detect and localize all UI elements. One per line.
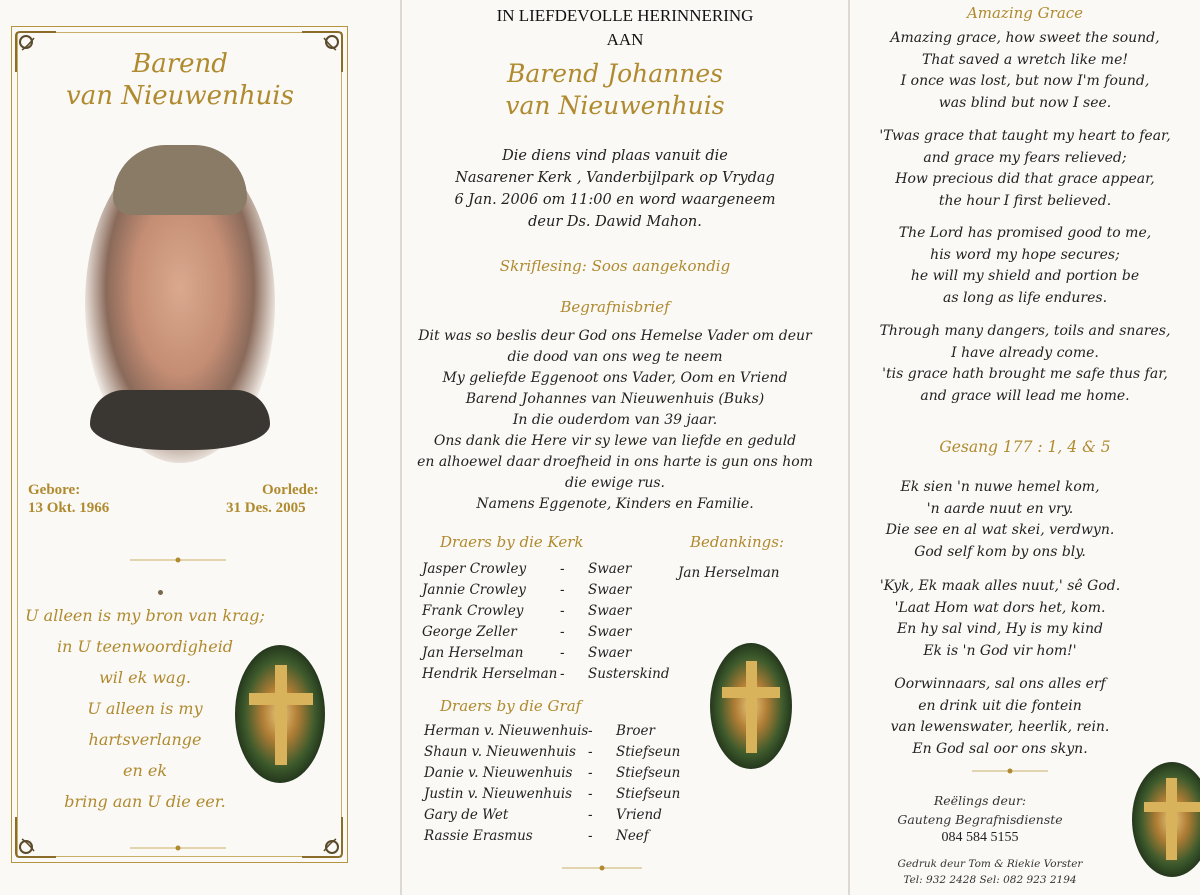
hymn-stanza-1 bbox=[850, 28, 1200, 114]
died-date: 31 Des. 2005 bbox=[226, 500, 306, 516]
name-line-1: Barend bbox=[132, 49, 228, 79]
bearer-dash: - bbox=[588, 828, 593, 844]
hymn-line: I have already come. bbox=[951, 344, 1099, 361]
verse-line: in U teenwoordigheid bbox=[56, 637, 234, 656]
letter-line: Dit was so beslis deur God ons Hemelse Vader om deur bbox=[418, 328, 812, 344]
gesang-line: van lewenswater, heerlik, rein. bbox=[890, 719, 1110, 735]
service-line: Nasarener Kerk , Vanderbijlpark op Vrydag bbox=[455, 170, 775, 186]
heading-to: AAN bbox=[606, 30, 644, 49]
bearer-relation: Swaer bbox=[588, 645, 632, 661]
gesang-line: en drink uit die fontein bbox=[918, 697, 1082, 714]
full-name-line-2: van Nieuwenhuis bbox=[505, 91, 725, 120]
bearer-dash: - bbox=[560, 582, 565, 598]
gesang-line: 'n aarde nuut en vry. bbox=[926, 500, 1074, 517]
name-line-2: van Nieuwenhuis bbox=[66, 81, 294, 111]
gesang-title: Gesang 177 : 1, 4 & 5 bbox=[939, 438, 1111, 456]
hymn-line: The Lord has promised good to me, bbox=[898, 225, 1152, 241]
hymn-line: he will my shield and portion be bbox=[910, 268, 1140, 284]
bearer-name: Hendrik Herselman bbox=[422, 666, 558, 682]
ornament-divider-icon bbox=[562, 864, 642, 872]
bearer-dash: - bbox=[588, 786, 593, 802]
ornament-divider-icon bbox=[130, 556, 226, 564]
ornament-corner-icon bbox=[14, 30, 58, 74]
printed-by: Gedruk deur Tom & Riekie Vorster bbox=[897, 858, 1083, 870]
hymn-stanza-3 bbox=[850, 223, 1200, 309]
church-bearers-title: Draers by die Kerk bbox=[440, 533, 584, 551]
died-label: Oorlede: bbox=[262, 482, 319, 498]
bearer-dash: - bbox=[588, 765, 593, 781]
bearer-name: Danie v. Nieuwenhuis bbox=[424, 765, 573, 781]
gesang-stanza-2 bbox=[850, 576, 1150, 662]
hymn-line: 'tis grace hath brought me safe thus far, bbox=[882, 366, 1168, 382]
portrait-photo bbox=[85, 145, 275, 463]
bearer-name: Gary de Wet bbox=[424, 807, 509, 823]
bearer-relation: Stiefseun bbox=[616, 786, 681, 802]
bearer-relation: Swaer bbox=[588, 624, 632, 640]
bearer-name: Jan Herselman bbox=[422, 645, 524, 661]
letter-line: My geliefde Eggenoot ons Vader, Oom en Vriend bbox=[442, 370, 788, 386]
hymn-line: and grace my fears relieved; bbox=[923, 149, 1127, 166]
hymn-line: Through many dangers, toils and snares, bbox=[879, 323, 1171, 339]
bearer-dash: - bbox=[588, 807, 593, 823]
verse-line: wil ek wag. bbox=[99, 668, 191, 687]
bearer-name: Jasper Crowley bbox=[422, 561, 527, 577]
thanks-name: Jan Herselman bbox=[678, 565, 780, 581]
verse-line: bring aan U die eer. bbox=[64, 792, 226, 811]
hymn-line: I once was lost, but now I'm found, bbox=[900, 73, 1150, 89]
funeral-letter bbox=[402, 326, 828, 515]
hymn-line: was blind but now I see. bbox=[938, 94, 1112, 111]
letter-line: In die ouderdom van 39 jaar. bbox=[512, 412, 718, 428]
cross-image-icon bbox=[1132, 762, 1200, 877]
gesang-line: Die see en al wat skei, verdwyn. bbox=[885, 522, 1115, 538]
bearer-dash: - bbox=[560, 666, 565, 682]
hymn-line: That saved a wretch like me! bbox=[922, 51, 1128, 68]
bearer-dash: - bbox=[560, 561, 565, 577]
ornament-corner-icon bbox=[300, 30, 344, 74]
verse-line: U alleen is my bron van krag; bbox=[25, 606, 265, 625]
ornament-divider-icon bbox=[972, 767, 1048, 775]
hymn-line: and grace will lead me home. bbox=[920, 387, 1130, 404]
letter-title: Begrafnisbrief bbox=[560, 298, 670, 316]
dot-ornament-icon bbox=[158, 590, 163, 595]
letter-line: Namens Eggenote, Kinders en Familie. bbox=[476, 496, 754, 512]
hymn-line: How precious did that grace appear, bbox=[895, 171, 1155, 187]
bearer-name: Shaun v. Nieuwenhuis bbox=[424, 744, 576, 760]
hymn-stanza-4 bbox=[850, 321, 1200, 407]
service-line: deur Ds. Dawid Mahon. bbox=[528, 214, 702, 230]
letter-line: en alhoewel daar droefheid in ons harte is gun ons hom bbox=[417, 454, 813, 470]
gesang-line: 'Laat Hom wat dors het, kom. bbox=[894, 599, 1106, 616]
cross-image-icon bbox=[710, 643, 792, 769]
service-line: 6 Jan. 2006 om 11:00 en word waargeneem bbox=[454, 192, 776, 208]
gesang-line: Ek is 'n God vir hom!' bbox=[923, 642, 1077, 659]
bearer-name: Jannie Crowley bbox=[422, 582, 526, 598]
gesang-line: En God sal oor ons skyn. bbox=[912, 740, 1088, 757]
bearer-dash: - bbox=[560, 645, 565, 661]
hymn-stanza-2 bbox=[850, 126, 1200, 212]
bearer-relation: Stiefseun bbox=[616, 765, 681, 781]
gesang-line: Ek sien 'n nuwe hemel kom, bbox=[900, 479, 1100, 495]
gesang-stanza-1 bbox=[850, 477, 1150, 563]
letter-line: die dood van ons weg te neem bbox=[507, 349, 723, 365]
bearer-dash: - bbox=[588, 723, 593, 739]
cross-image-icon bbox=[235, 645, 325, 783]
service-details bbox=[402, 145, 828, 233]
verse-line: en ek bbox=[122, 761, 168, 780]
gesang-line: Oorwinnaars, sal ons alles erf bbox=[894, 676, 1106, 692]
born-date: 13 Okt. 1966 bbox=[28, 500, 110, 516]
letter-line: Ons dank die Here vir sy lewe van liefde en geduld bbox=[433, 433, 797, 449]
bearer-name: Rassie Erasmus bbox=[424, 828, 533, 844]
hymn-title: Amazing Grace bbox=[966, 4, 1084, 22]
verse-line: U alleen is my bbox=[87, 699, 203, 718]
hymn-line: as long as life endures. bbox=[942, 289, 1108, 306]
printed-phone: Tel: 932 2428 Sel: 082 923 2194 bbox=[903, 874, 1077, 886]
service-panel bbox=[402, 0, 848, 895]
bearer-relation: Swaer bbox=[588, 582, 632, 598]
heading-memory: IN LIEFDEVOLLE HERINNERING bbox=[496, 6, 754, 25]
gesang-line: En hy sal vind, Hy is my kind bbox=[896, 621, 1104, 637]
bearer-relation: Broer bbox=[616, 723, 655, 739]
full-name bbox=[402, 58, 828, 122]
bearer-dash: - bbox=[588, 744, 593, 760]
bearer-relation: Stiefseun bbox=[616, 744, 681, 760]
bearer-name: Justin v. Nieuwenhuis bbox=[424, 786, 573, 802]
hymn-line: 'Twas grace that taught my heart to fear, bbox=[879, 128, 1171, 144]
front-panel bbox=[0, 0, 400, 895]
bearer-name: Frank Crowley bbox=[422, 603, 524, 619]
gesang-line: 'Kyk, Ek maak alles nuut,' sê God. bbox=[879, 578, 1121, 594]
letter-line: Barend Johannes van Nieuwenhuis (Buks) bbox=[465, 391, 765, 407]
verse-line: hartsverlange bbox=[88, 730, 202, 749]
scripture-reading: Skriflesing: Soos aangekondig bbox=[499, 257, 731, 275]
hymn-panel bbox=[850, 0, 1200, 895]
arranged-phone: 084 584 5155 bbox=[941, 830, 1019, 845]
ornament-divider-icon bbox=[130, 844, 226, 852]
bearer-relation: Susterskind bbox=[588, 666, 670, 682]
grave-bearers-title: Draers by die Graf bbox=[440, 697, 582, 715]
service-line: Die diens vind plaas vanuit die bbox=[502, 148, 728, 164]
ornament-corner-icon bbox=[14, 815, 58, 859]
letter-line: die ewige rus. bbox=[565, 475, 665, 491]
bearer-relation: Swaer bbox=[588, 561, 632, 577]
bearer-dash: - bbox=[560, 603, 565, 619]
bearer-relation: Vriend bbox=[616, 807, 662, 823]
bearer-relation: Swaer bbox=[588, 603, 632, 619]
full-name-line-1: Barend Johannes bbox=[507, 59, 723, 88]
ornament-corner-icon bbox=[300, 815, 344, 859]
gesang-stanza-3 bbox=[850, 674, 1150, 760]
thanks-title: Bedankings: bbox=[690, 533, 785, 551]
front-verse bbox=[20, 600, 270, 817]
gesang-line: God self kom by ons bly. bbox=[914, 543, 1086, 560]
arranged-label: Reëlings deur: bbox=[933, 793, 1027, 808]
bearer-relation: Neef bbox=[616, 828, 649, 844]
hymn-line: his word my hope secures; bbox=[930, 246, 1120, 263]
bearer-name: George Zeller bbox=[422, 624, 517, 640]
born-label: Gebore: bbox=[28, 482, 81, 498]
bearer-dash: - bbox=[560, 624, 565, 640]
deceased-name bbox=[60, 48, 300, 112]
hymn-line: Amazing grace, how sweet the sound, bbox=[890, 30, 1160, 46]
bearer-name: Herman v. Nieuwenhuis bbox=[424, 723, 589, 739]
hymn-line: the hour I first believed. bbox=[938, 192, 1112, 209]
arranged-company: Gauteng Begrafnisdienste bbox=[897, 812, 1063, 827]
